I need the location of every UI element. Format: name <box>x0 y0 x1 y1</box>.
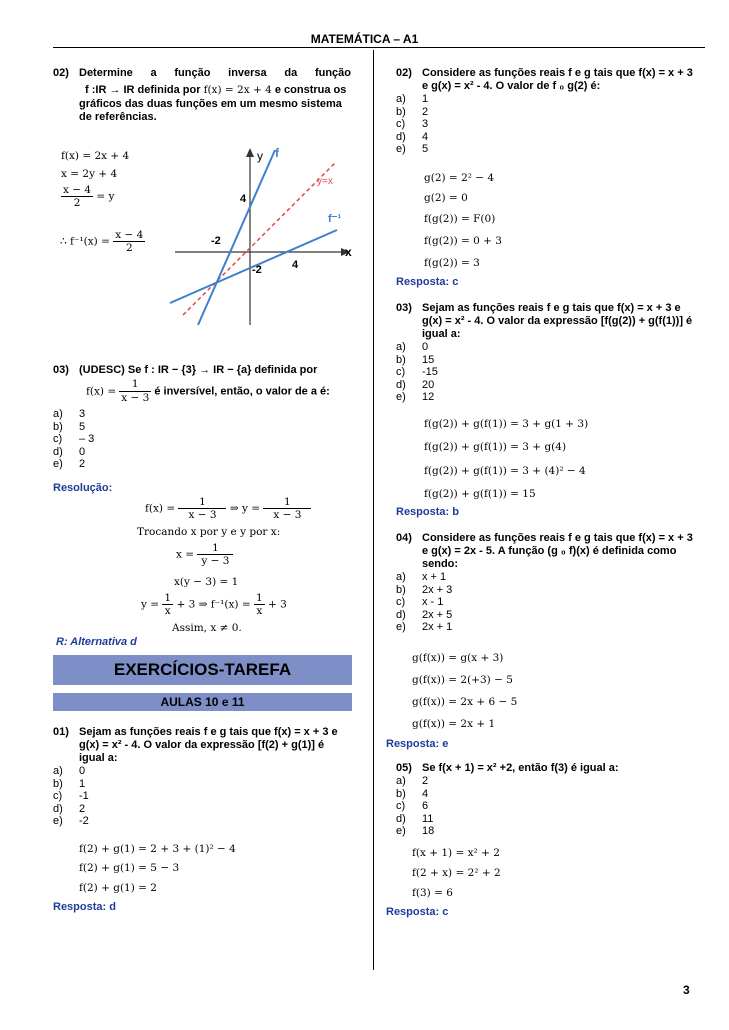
r-q03-line2: g(x) = x² - 4. O valor da expressão [f(g(2)) + g(f(1))] é <box>422 315 693 327</box>
r-q02-work-4: f(g(2)) = 0 + 3 <box>424 235 502 247</box>
q03-option-a[interactable]: a) 3 <box>53 408 86 420</box>
q02-number: 02) <box>53 67 69 79</box>
q03-option-c[interactable]: c) – 3 <box>53 433 95 446</box>
r-q03-work-2: f(g(2)) + g(f(1)) = 3 + g(4) <box>424 441 567 453</box>
q02-line2 <box>85 84 346 97</box>
graph-line-f <box>198 150 275 325</box>
q02-work-frac-rhs: = y <box>96 190 115 203</box>
resolucao-line2: Trocando x por y e y por x: <box>137 526 281 538</box>
q01-work-1: f(2) + g(1) = 2 + 3 + (1)² − 4 <box>79 843 236 855</box>
q02-inverse-num: x − 4 <box>115 229 144 241</box>
q02-line1: Determine a função inversa da função <box>79 67 351 79</box>
graph-y-arrow-icon <box>246 148 254 157</box>
graph-label-minus2-left: -2 <box>211 235 221 247</box>
r-q05-option-b[interactable]: b) 4 <box>396 787 429 800</box>
banner-exercicios-title: EXERCÍCIOS-TAREFA <box>113 660 292 679</box>
r-q05-answer: Resposta: c <box>386 906 449 918</box>
r-q03-work-3: f(g(2)) + g(f(1)) = 3 + (4)² − 4 <box>424 465 586 477</box>
q01-line3: igual a: <box>79 752 118 764</box>
graph-label-x: x <box>345 245 352 259</box>
q01-work-2: f(2) + g(1) = 5 − 3 <box>79 862 180 874</box>
r-q04-work-3: g(f(x)) = 2x + 6 − 5 <box>412 696 518 708</box>
r-q04-line1: Considere as funções reais f e g tais que f(x) = x + 3 <box>422 532 693 544</box>
header-rule <box>53 47 705 48</box>
r-q02-work-2: g(2) = 0 <box>424 192 468 204</box>
r-q04-options <box>396 571 452 634</box>
q02-line2-pre: f :IR → IR definida por <box>85 84 201 96</box>
q03-f-den: x − 3 <box>121 392 150 404</box>
q02-graph <box>165 140 365 330</box>
q02-work-frac-num: x − 4 <box>63 184 92 196</box>
r-q04-work-2: g(f(x)) = 2(+3) − 5 <box>412 674 513 686</box>
graph-label-f: f <box>275 146 279 160</box>
q02-line2-post: e construa os <box>274 84 347 96</box>
r-q03-option-b[interactable]: b) 15 <box>396 353 435 366</box>
r-q05-number: 05) <box>396 762 412 774</box>
q02-formula: f(x) = 2x + 4 <box>203 84 272 96</box>
r-q02-line1: Considere as funções reais f e g tais que f(x) = x + 3 <box>422 67 693 79</box>
q01-number: 01) <box>53 726 69 738</box>
r-q03-line1: Sejam as funções reais f e g tais que f(x) = x + 3 e <box>422 302 681 314</box>
q03-f-num: 1 <box>119 378 151 392</box>
r-q04-option-e[interactable]: e) 2x + 1 <box>396 621 453 634</box>
r-q03-option-e[interactable]: e) 12 <box>396 391 435 404</box>
q01-option-b[interactable]: b) 1 <box>53 777 86 790</box>
q01-line2: g(x) = x² - 4. O valor da expressão [f(2) + g(1)] é <box>79 739 325 751</box>
r-q04-line3: sendo: <box>422 558 459 570</box>
r-q05-work-2: f(2 + x) = 2² + 2 <box>412 867 501 879</box>
q03-line2-post: é inversível, então, o valor de a é: <box>154 385 330 398</box>
q02-work-2: x = 2y + 4 <box>61 168 118 180</box>
r-q02-options <box>396 93 428 156</box>
r-q04-work-4: g(f(x)) = 2x + 1 <box>412 718 496 730</box>
q03-option-b[interactable]: b) 5 <box>53 420 86 433</box>
r-q03-answer: Resposta: b <box>396 506 459 518</box>
r-q03-work-4: f(g(2)) + g(f(1)) = 15 <box>424 488 536 500</box>
r-q05-options <box>396 775 434 838</box>
r-q04-option-d[interactable]: d) 2x + 5 <box>396 608 453 621</box>
graph-label-4-right: 4 <box>292 259 299 271</box>
r-q02-work-3: f(g(2)) = F(0) <box>424 213 496 225</box>
graph-label-minus2-bottom: -2 <box>252 264 262 276</box>
r-q05-work-3: f(3) = 6 <box>412 887 453 899</box>
q03-options <box>53 408 94 471</box>
r-q03-option-c[interactable]: c) -15 <box>396 366 438 379</box>
q01-option-a[interactable]: a) 0 <box>53 765 86 777</box>
q01-option-c[interactable]: c) -1 <box>53 790 89 803</box>
r-q02-work-5: f(g(2)) = 3 <box>424 257 480 269</box>
q01-line1: Sejam as funções reais f e g tais que f(x) = x + 3 e <box>79 726 338 738</box>
q02-inverse-den: 2 <box>125 242 133 254</box>
page-number: 3 <box>683 983 690 997</box>
resolucao-line5: y = $\frac{1}{x}$ + 3 ⇒ f⁻¹(x) = $\frac{1}{x}$ + 3 <box>141 592 287 617</box>
r-q04-option-b[interactable]: b) 2x + 3 <box>396 583 453 596</box>
r-q04-answer: Resposta: e <box>386 738 449 750</box>
q02-inverse-lhs: ∴ f⁻¹(x) = <box>60 235 110 248</box>
r-q02-work-1: g(2) = 2² − 4 <box>424 172 495 184</box>
column-divider <box>373 50 374 970</box>
q03-line1: (UDESC) Se f : IR − {3} → IR − {a} definida por <box>79 364 318 376</box>
q01-answer: Resposta: d <box>53 901 116 913</box>
r-q02-option-e[interactable]: e) 5 <box>396 143 429 156</box>
r-q04-option-a[interactable]: a) x + 1 <box>396 571 447 583</box>
r-q05-option-c[interactable]: c) 6 <box>396 800 429 813</box>
r-q04-work-1: g(f(x)) = g(x + 3) <box>412 652 504 664</box>
r-q05-line1: Se f(x + 1) = x² +2, então f(3) é igual a: <box>422 762 619 774</box>
resolucao-line4: x(y − 3) = 1 <box>174 576 239 588</box>
page-header-title: MATEMÁTICA – A1 <box>310 32 419 46</box>
q01-options <box>53 765 89 828</box>
r-q05-option-d[interactable]: d) 11 <box>396 812 434 825</box>
graph-label-yx: y=x <box>317 176 333 187</box>
q01-option-d[interactable]: d) 2 <box>53 802 86 815</box>
r-q02-answer: Resposta: c <box>396 276 459 288</box>
r-q03-options <box>396 341 438 404</box>
r-q02-option-c[interactable]: c) 3 <box>396 118 429 131</box>
graph-label-finv: f⁻¹ <box>328 213 342 225</box>
r-q02-option-a[interactable]: a) 1 <box>396 93 429 105</box>
resolucao-answer: R: Alternativa d <box>56 636 137 648</box>
r-q03-number: 03) <box>396 302 412 314</box>
q02-line3: gráficos das duas funções em um mesmo sistema <box>79 98 342 110</box>
q02-work-1: f(x) = 2x + 4 <box>61 150 130 162</box>
q02-work-frac <box>61 184 115 209</box>
q03-option-d[interactable]: d) 0 <box>53 445 86 458</box>
resolucao-line1: f(x) = $\frac{1}{x - 3}$ ⇒ y = $\frac{1}{x - 3}$ <box>145 496 311 521</box>
r-q05-option-e[interactable]: e) 18 <box>396 825 435 838</box>
r-q05-work-1: f(x + 1) = x² + 2 <box>412 847 500 859</box>
r-q02-option-d[interactable]: d) 4 <box>396 130 429 143</box>
banner-aulas-title: AULAS 10 e 11 <box>160 695 245 709</box>
r-q04-line2: e g(x) = 2x - 5. A função (g ₀ f)(x) é definida como <box>422 545 677 557</box>
graph-label-4-top: 4 <box>240 193 247 205</box>
r-q05-option-a[interactable]: a) 2 <box>396 775 429 787</box>
resolucao-line3: x = $\frac{1}{y - 3}$ <box>176 542 233 567</box>
r-q04-option-c[interactable]: c) x - 1 <box>396 596 444 609</box>
q02-work-frac-den: 2 <box>73 197 81 209</box>
q03-number: 03) <box>53 364 69 376</box>
r-q03-work-1: f(g(2)) + g(f(1)) = 3 + g(1 + 3) <box>424 418 589 430</box>
r-q03-line3: igual a: <box>422 328 461 340</box>
q03-option-e[interactable]: e) 2 <box>53 458 86 471</box>
q02-line4: de referências. <box>79 111 157 123</box>
r-q03-option-a[interactable]: a) 0 <box>396 341 429 353</box>
q01-option-e[interactable]: e) -2 <box>53 815 89 828</box>
r-q02-line2: e g(x) = x² - 4. O valor de f ₀ g(2) é: <box>422 80 601 92</box>
q03-f-lhs: f(x) = <box>86 385 117 398</box>
r-q03-option-d[interactable]: d) 20 <box>396 378 435 391</box>
resolucao-line6: Assim, x ≠ 0. <box>172 622 242 634</box>
q01-work-3: f(2) + g(1) = 2 <box>79 882 157 894</box>
q02-inverse <box>60 229 145 254</box>
r-q02-number: 02) <box>396 67 412 79</box>
resolucao-title: Resolução: <box>53 482 113 494</box>
graph-label-y: y <box>257 149 263 163</box>
r-q02-option-b[interactable]: b) 2 <box>396 105 429 118</box>
q03-line2 <box>86 378 330 405</box>
r-q04-number: 04) <box>396 532 412 544</box>
